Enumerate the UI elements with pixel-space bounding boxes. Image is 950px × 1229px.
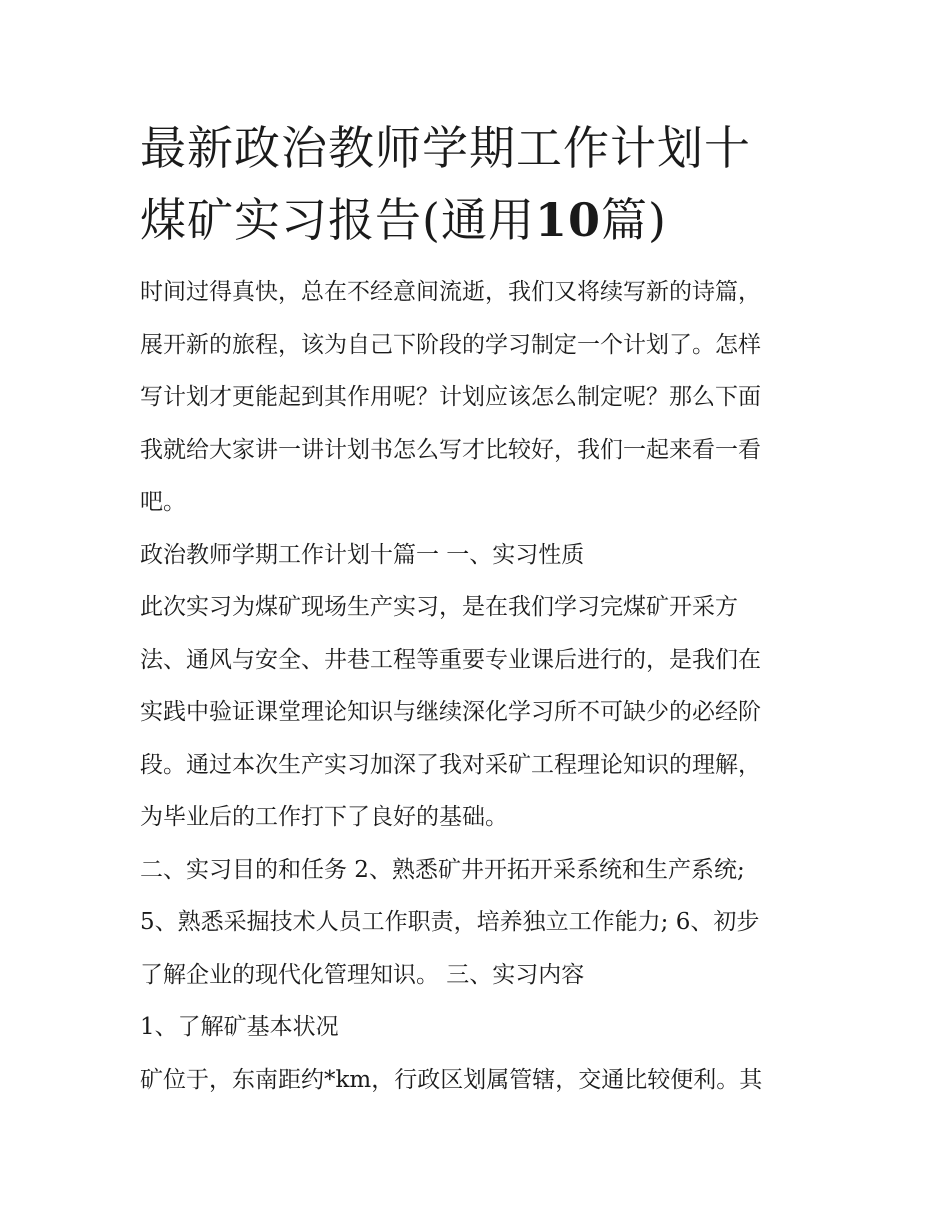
- body-line: 写计划才更能起到其作用呢？计划应该怎么制定呢？那么下面: [140, 384, 761, 410]
- title-line-2: [140, 184, 820, 256]
- body-line: 5、熟悉采掘技术人员工作职责，培养独立工作能力; 6、初步: [140, 909, 760, 935]
- title-line-2-text: 煤矿实习报告(通用: [140, 193, 535, 247]
- body-line: 此次实习为煤矿现场生产实习，是在我们学习完煤矿开采方: [140, 594, 738, 620]
- body-line: 法、通风与安全、井巷工程等重要专业课后进行的，是我们在: [140, 646, 761, 673]
- body-line: 了解企业的现代化管理知识。 三、实习内容: [140, 961, 585, 988]
- subsection-heading: 1、了解矿基本状况: [140, 1014, 339, 1040]
- body-line: 矿位于，东南距约*km，行政区划属管辖，交通比较便利。其: [140, 1066, 763, 1093]
- document-body: [140, 266, 820, 1106]
- body-line: 段。通过本次生产实习加深了我对采矿工程理论知识的理解，: [140, 751, 761, 778]
- title-line-1: [140, 112, 820, 184]
- section-heading: 政治教师学期工作计划十篇一 一、实习性质: [140, 541, 585, 568]
- body-line: 为毕业后的工作打下了良好的基础。: [140, 804, 508, 830]
- body-line: 时间过得真快，总在不经意间流逝，我们又将续写新的诗篇，: [140, 279, 761, 305]
- title-line-1-text: 最新政治教师学期工作计划十: [140, 121, 751, 175]
- body-line: 实践中验证课堂理论知识与继续深化学习所不可缺少的必经阶: [140, 699, 761, 725]
- document-content: [140, 112, 820, 1106]
- title-line-2-suffix: 篇): [600, 193, 667, 247]
- body-line: 展开新的旅程，该为自己下阶段的学习制定一个计划了。怎样: [140, 331, 761, 358]
- body-line: 我就给大家讲一讲计划书怎么写才比较好，我们一起来看一看: [140, 436, 761, 463]
- title-count: 10: [534, 193, 601, 247]
- document-title: [140, 112, 820, 256]
- body-line: 吧。: [140, 489, 186, 515]
- section-heading: 二、实习目的和任务 2、熟悉矿井开拓开采系统和生产系统;: [140, 856, 745, 883]
